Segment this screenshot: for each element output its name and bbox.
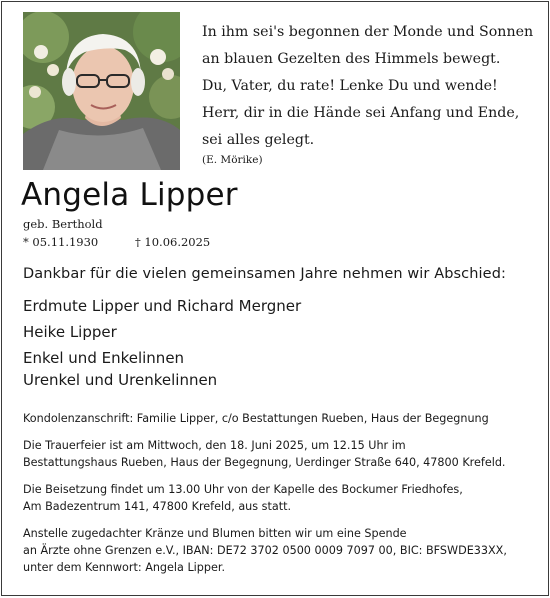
- portrait-photo: [23, 12, 180, 170]
- note-line: Die Beisetzung findet um 13.00 Uhr von der Kapelle des Bockumer Friedhofes,: [23, 483, 463, 496]
- poem: [202, 19, 542, 154]
- burial-info: [23, 481, 543, 515]
- birth-date: * 05.11.1930: [23, 235, 99, 249]
- note-line: Die Trauerfeier ist am Mittwoch, den 18. Juni 2025, um 12.15 Uhr im: [23, 439, 406, 452]
- mourner-name: Erdmute Lipper und Richard Mergner: [23, 297, 302, 315]
- mourners-list: [23, 295, 301, 391]
- poem-line: an blauen Gezelten des Himmels bewegt.: [202, 51, 501, 67]
- mourner-name: Heike Lipper: [23, 323, 117, 341]
- funeral-info: [23, 437, 543, 471]
- note-line: Am Badezentrum 141, 47800 Krefeld, aus statt.: [23, 500, 292, 513]
- condolence-address: [23, 410, 543, 427]
- notes: [23, 410, 543, 586]
- poem-author: (E. Mörike): [202, 154, 263, 166]
- poem-line: Herr, dir in die Hände sei Anfang und Ende,: [202, 105, 520, 121]
- mourner-name: Enkel und Enkelinnen: [23, 349, 185, 367]
- poem-line: Du, Vater, du rate! Lenke Du und wende!: [202, 78, 498, 94]
- poem-line: In ihm sei's begonnen der Monde und Sonnen: [202, 24, 534, 40]
- note-line: Anstelle zugedachter Kränze und Blumen bitten wir um eine Spende: [23, 527, 407, 540]
- note-line: unter dem Kennwort: Angela Lipper.: [23, 561, 225, 574]
- note-line: Kondolenzanschrift: Familie Lipper, c/o Bestattungen Rueben, Haus der Begegnung: [23, 412, 489, 425]
- maiden-name: geb. Berthold: [23, 217, 103, 231]
- note-line: an Ärzte ohne Grenzen e.V., IBAN: DE72 3702 0500 0009 7097 00, BIC: BFSWDE33XX,: [23, 544, 507, 557]
- mourner-name: Urenkel und Urenkelinnen: [23, 371, 218, 389]
- donation-info: [23, 525, 543, 576]
- note-line: Bestattungshaus Rueben, Haus der Begegnung, Uerdinger Straße 640, 47800 Krefeld.: [23, 456, 506, 469]
- farewell-text: Dankbar für die vielen gemeinsamen Jahre nehmen wir Abschied:: [23, 266, 506, 282]
- deceased-name: Angela Lipper: [21, 177, 238, 213]
- poem-line: sei alles gelegt.: [202, 132, 315, 148]
- life-dates: [23, 235, 211, 249]
- obituary-notice: [1, 1, 549, 596]
- death-date: † 10.06.2025: [135, 235, 211, 249]
